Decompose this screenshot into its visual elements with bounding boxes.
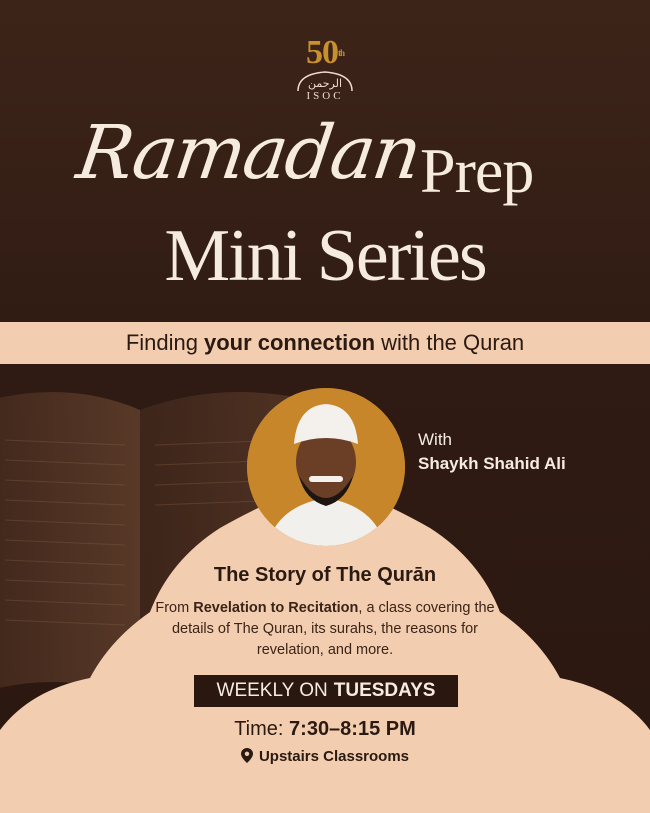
location-pin-icon bbox=[241, 748, 253, 763]
title-line-2: Mini Series bbox=[164, 215, 486, 297]
logo-anniversary-number: 50th bbox=[305, 34, 344, 71]
speaker-photo bbox=[247, 388, 405, 546]
tagline-post: with the Quran bbox=[381, 330, 525, 355]
title-prep-word: Prep bbox=[420, 135, 534, 206]
tagline-band bbox=[0, 322, 650, 364]
class-title: The Story of The Qurān bbox=[213, 564, 437, 586]
time-value: 7:30–8:15 PM bbox=[289, 718, 416, 740]
location-line bbox=[0, 748, 650, 765]
speaker-name: Shaykh Shahid Ali bbox=[418, 454, 566, 473]
weekly-prefix: WEEKLY ON bbox=[216, 680, 328, 701]
svg-text:الرحمن: الرحمن bbox=[307, 77, 343, 90]
weekly-day: TUESDAYS bbox=[333, 680, 436, 701]
location-text: Upstairs Classrooms bbox=[258, 748, 410, 765]
isoc-50th-logo bbox=[0, 36, 650, 102]
tagline-emphasis: your connection bbox=[203, 330, 376, 355]
speaker-portrait-image bbox=[247, 388, 405, 546]
speaker-with-label: With bbox=[418, 430, 452, 449]
logo-mosque-arch-icon bbox=[294, 70, 356, 92]
time-label: Time: bbox=[234, 718, 284, 740]
weekly-schedule-badge bbox=[194, 675, 458, 707]
title-script-word: Ramadan bbox=[71, 110, 426, 196]
logo-org-text: ISOC bbox=[306, 90, 344, 102]
tagline-pre: Finding bbox=[125, 330, 198, 355]
class-description: From Revelation to Recitation, a class covering the details of The Quran, its surahs, the reasons for revelation, and more. bbox=[155, 600, 495, 658]
time-line bbox=[0, 718, 650, 741]
